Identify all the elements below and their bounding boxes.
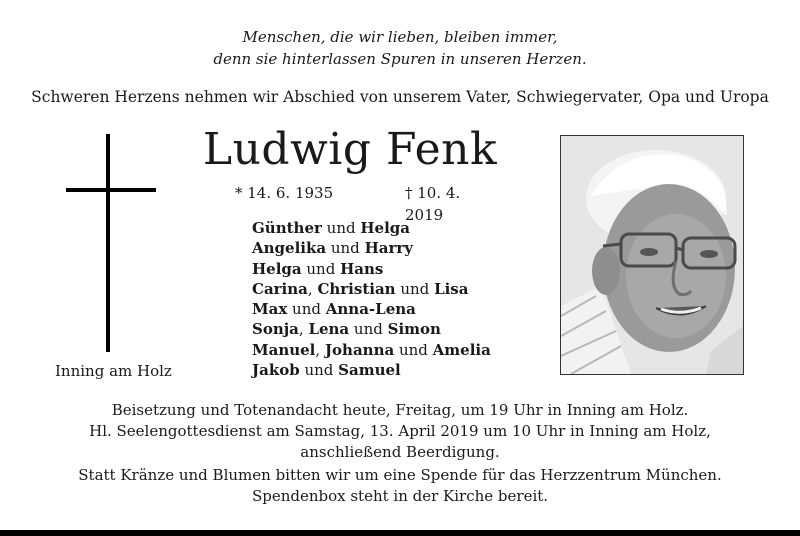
mourner-name: Amelia [432,340,491,359]
request-line-1: Statt Kränze und Blumen bitten wir um eine Spende für das Herzzentrum München. [78,466,722,484]
mourner-line [252,319,491,339]
mourner-connector: und [394,340,433,359]
mourner-line [252,340,491,360]
mourner-name: Manuel [252,340,316,359]
mourner-connector: und [395,279,435,298]
birth-date: * 14. 6. 1935 [235,184,334,202]
mourner-line [252,238,491,258]
mourner-name: Samuel [338,361,401,380]
intro-text: Schweren Herzens nehmen wir Abschied von unserem Vater, Schwiegervater, Opa und Uropa [31,88,769,106]
mourner-name: Helga [360,219,410,237]
mourner-name: Helga [252,259,302,278]
mourner-name: Max [252,300,288,319]
mourner-connector: und [299,361,339,380]
donation-request [0,465,800,507]
mourner-name: Angelika [252,239,327,258]
motto-line-2: denn sie hinterlassen Spuren in unseren Herzen. [213,50,587,68]
mourner-name: Johanna [324,340,395,359]
portrait-photo [560,135,744,375]
death-date: † 10. 4. 2019 [405,184,461,224]
mourner-name: Harry [364,239,413,258]
deceased-name: Ludwig Fenk [202,124,498,175]
mourner-name: Anna-Lena [325,300,416,319]
mourner-connector: , [307,279,318,298]
motto-quote [0,26,800,70]
mourner-name: Günther [252,219,322,237]
mourner-connector: und [287,300,326,319]
mourner-line [252,360,491,380]
mourner-name: Hans [340,259,384,278]
mourner-name: Lena [308,320,350,339]
mourner-line [252,259,491,279]
service-line-1: Beisetzung und Totenandacht heute, Freitag, um 19 Uhr in Inning am Holz. [111,401,689,419]
service-line-3: anschließend Beerdigung. [300,443,500,461]
mourner-connector: , [315,340,325,359]
mourners-list [252,218,491,380]
mourner-name: Simon [387,320,441,339]
request-line-2: Spendenbox steht in der Kirche bereit. [251,487,549,505]
mourner-name: Christian [317,279,396,298]
mourner-connector: , [298,320,309,339]
mourner-connector: und [301,259,341,278]
mourner-line [252,279,491,299]
mourner-connector: und [349,320,388,339]
service-details [0,400,800,463]
cross-icon [62,134,160,352]
mourner-connector: und [326,239,365,258]
motto-line-1: Menschen, die wir lieben, bleiben immer, [242,28,558,46]
place-of-residence: Inning am Holz [55,362,172,380]
mourner-name: Jakob [252,361,300,380]
bottom-border [0,530,800,536]
mourner-connector: und [321,219,361,237]
mourner-name: Lisa [434,279,469,298]
cross-horizontal-bar [66,188,156,192]
mourner-name: Sonja [252,320,299,339]
mourner-line [252,299,491,319]
service-line-2: Hl. Seelengottesdienst am Samstag, 13. April 2019 um 10 Uhr in Inning am Holz, [89,422,711,440]
mourner-name: Carina [252,279,308,298]
mourner-line [252,218,491,238]
cross-vertical-bar [106,134,110,352]
